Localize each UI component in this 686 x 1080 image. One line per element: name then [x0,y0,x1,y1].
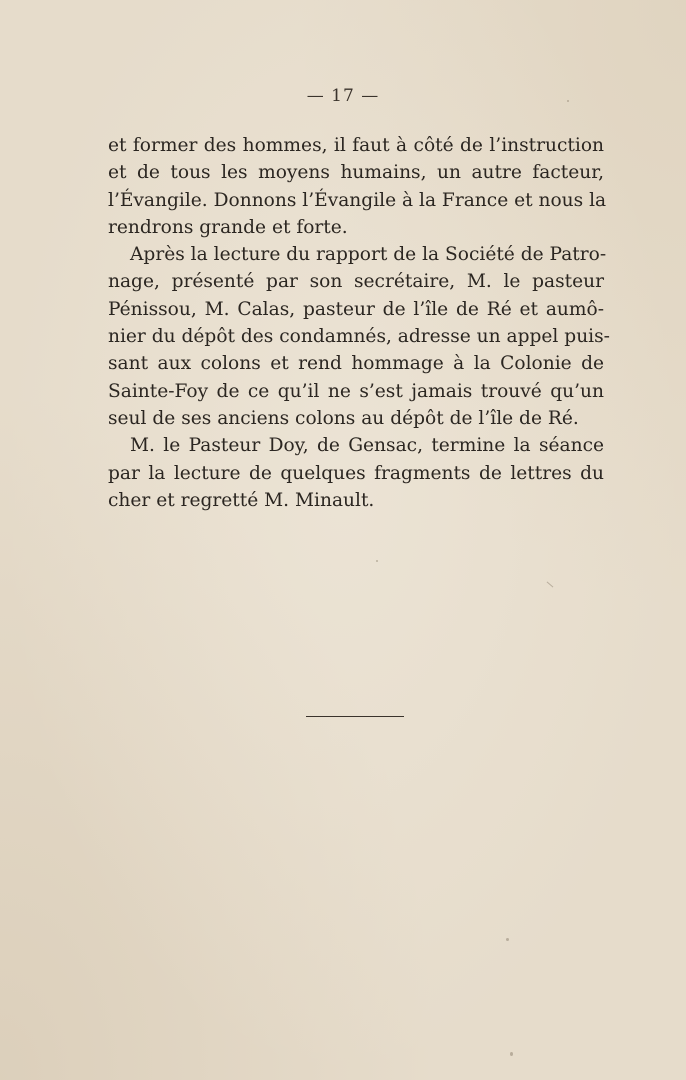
text-line: nage, présenté par son secrétaire, M. le pasteur [108,271,604,293]
text-line: Pénissou, M. Calas, pasteur de l’île de Ré et aumô- [108,298,604,320]
text-line: l’Évangile. Donnons l’Évangile à la France et nous la [108,189,607,211]
text-line: seul de ses anciens colons au dépôt de l’île de Ré. [108,407,579,429]
text-line: rendrons grande et forte. [108,216,348,238]
paper-speck [567,100,569,102]
paragraph-2 [108,241,610,432]
text-line: Sainte-Foy de ce qu’il ne s’est jamais trouvé qu’un [108,380,604,402]
text-line: sant aux colons et rend hommage à la Colonie de [108,353,604,375]
paper-speck [547,582,554,588]
paragraph-1 [108,132,607,241]
section-end-rule [306,716,404,717]
text-line: nier du dépôt des condamnés, adresse un appel puis- [108,326,610,348]
text-line: Après la lecture du rapport de la Société de Patro- [130,244,607,266]
text-line: et former des hommes, il faut à côté de l’instruction [108,135,604,156]
text-line: cher et regretté M. Minault. [108,489,375,511]
paper-speck [510,1052,513,1056]
text-line: par la lecture de quelques fragments de lettres du [108,462,604,484]
text-line: et de tous les moyens humains, un autre facteur, [108,162,604,184]
paper-speck [376,560,378,562]
paper-speck [506,938,509,941]
page-number: — 17 — [306,86,380,106]
text-line: M. le Pasteur Doy, de Gensac, termine la séance [130,435,604,457]
paragraph-3 [108,432,604,514]
body-text [108,132,610,514]
